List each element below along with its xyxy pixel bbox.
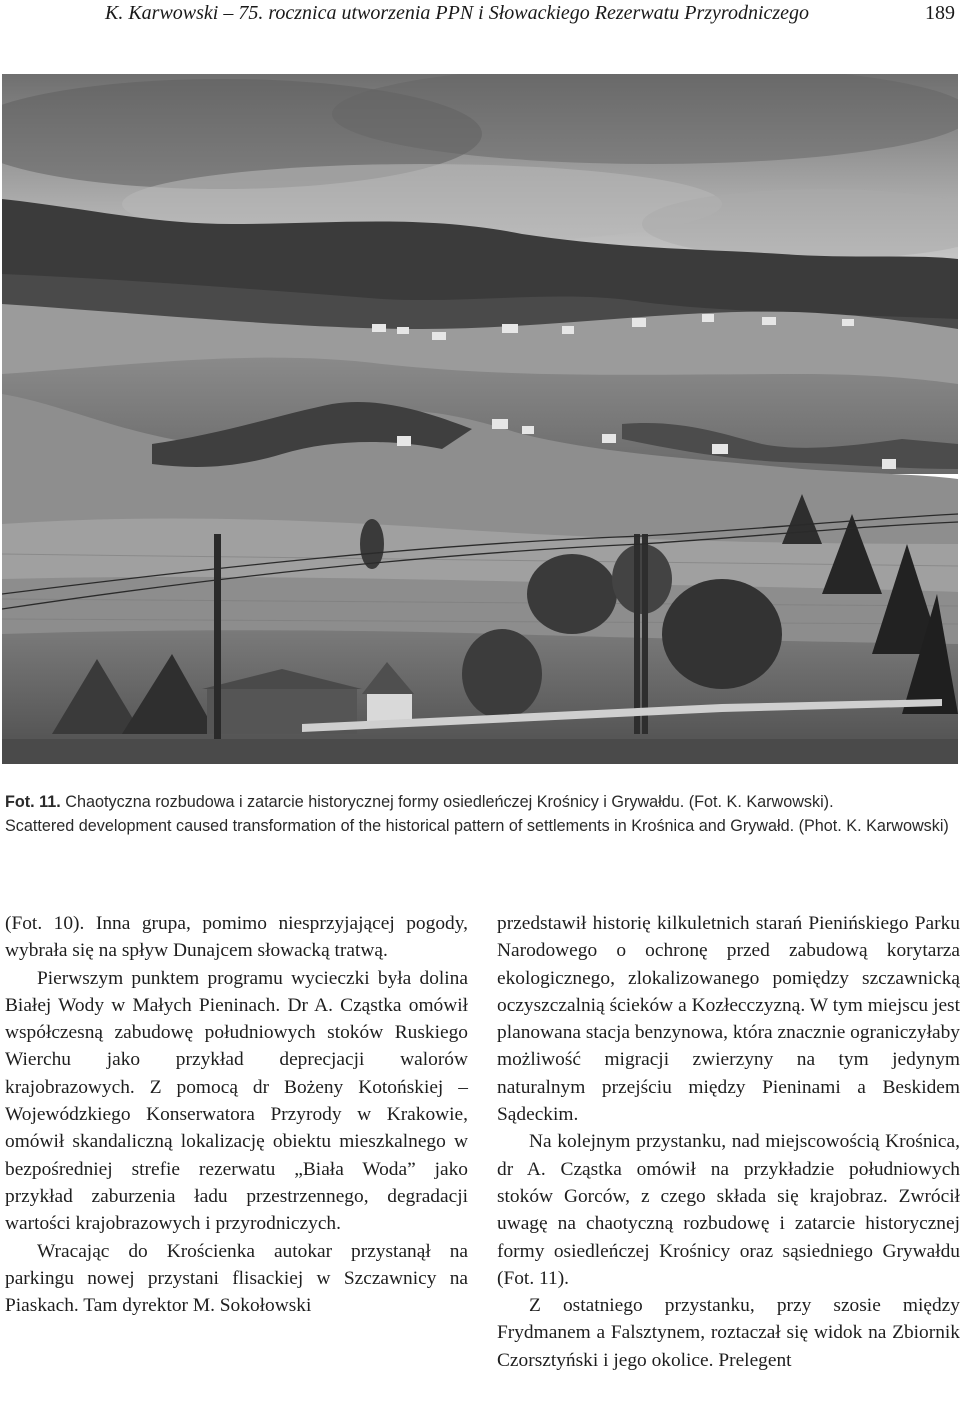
running-title: K. Karwowski – 75. rocznica utworzenia PPN i Słowackiego Rezerwatu Przyrodniczego (105, 2, 810, 24)
landscape-photo (2, 74, 958, 764)
figure-caption (5, 790, 955, 838)
paragraph: Pierwszym punktem programu wycieczki była dolina Białej Wody w Małych Pieninach. Dr A. Cząstka omówił współczesną zabudowę południowych stoków Ruskiego Wierchu jako przykład deprecjacji walorów krajobrazowych. Z pomocą dr Bożeny Kotońskiej – Wojewódzkiego Konserwatora Przyrody w Krakowie, omówił skandaliczną lokalizację obiektu mieszkalnego w bezpośredniej strefie rezerwatu „Biała Woda” jako przykład zaburzenia ładu przestrzennego, degradacji wartości krajobrazowych i przyrodniczych. (5, 967, 468, 1235)
caption-english: Scattered development caused transformation of the historical pattern of settlements in Krośnica and Grywałd. (Phot. K. Karwowski) (5, 817, 949, 835)
landscape-photo-drawing (2, 74, 958, 764)
caption-polish (5, 790, 955, 814)
running-header (0, 0, 960, 34)
paragraph: przedstawił historię kilkuletnich starań Pienińskiego Parku Narodowego o ochronę przed zabudową korytarza ekologicznego, zlokalizowanego pomiędzy szczawnicką oczyszczalnią ścieków a Kozłecczyzną. W tym miejscu jest planowana stacja benzynowa, która znacznie ograniczyłaby możliwość migracji zwierzyny na tym jedynym naturalnym przejściu między Pieninami a Beskidem Sądeckim. (497, 913, 960, 1126)
body-column-left (5, 910, 468, 1319)
body-column-right (497, 910, 960, 1374)
page-number: 189 (925, 2, 955, 24)
paragraph: (Fot. 10). Inna grupa, pomimo niesprzyjającej pogody, wybrała się na spływ Dunajcem słowacką tratwą. (5, 913, 468, 962)
paragraph: Wracając do Krościenka autokar przystanął na parkingu nowej przystani flisackiej w Szczawnicy na Piaskach. Tam dyrektor M. Sokołowski (5, 1240, 468, 1317)
figure-label: Fot. 11. (5, 793, 61, 811)
paragraph: Na kolejnym przystanku, nad miejscowością Krośnica, dr A. Cząstka omówił na przykładzie południowych stoków Gorców, z czego składa się krajobraz. Zwrócił uwagę na chaotyczną rozbudowę i zatarcie historycznej formy osiedleńczej Krośnicy oraz sąsiedniego Grywałdu (Fot. 11). (497, 1131, 960, 1289)
caption-polish-text: Chaotyczna rozbudowa i zatarcie historycznej formy osiedleńczej Krośnicy i Grywałdu. (Fot. K. Karwowski). (65, 793, 834, 811)
paragraph: Z ostatniego przystanku, przy szosie między Frydmanem a Falsztynem, roztaczał się widok na Zbiornik Czorsztyński i jego okolice. Prelegent (497, 1295, 960, 1371)
